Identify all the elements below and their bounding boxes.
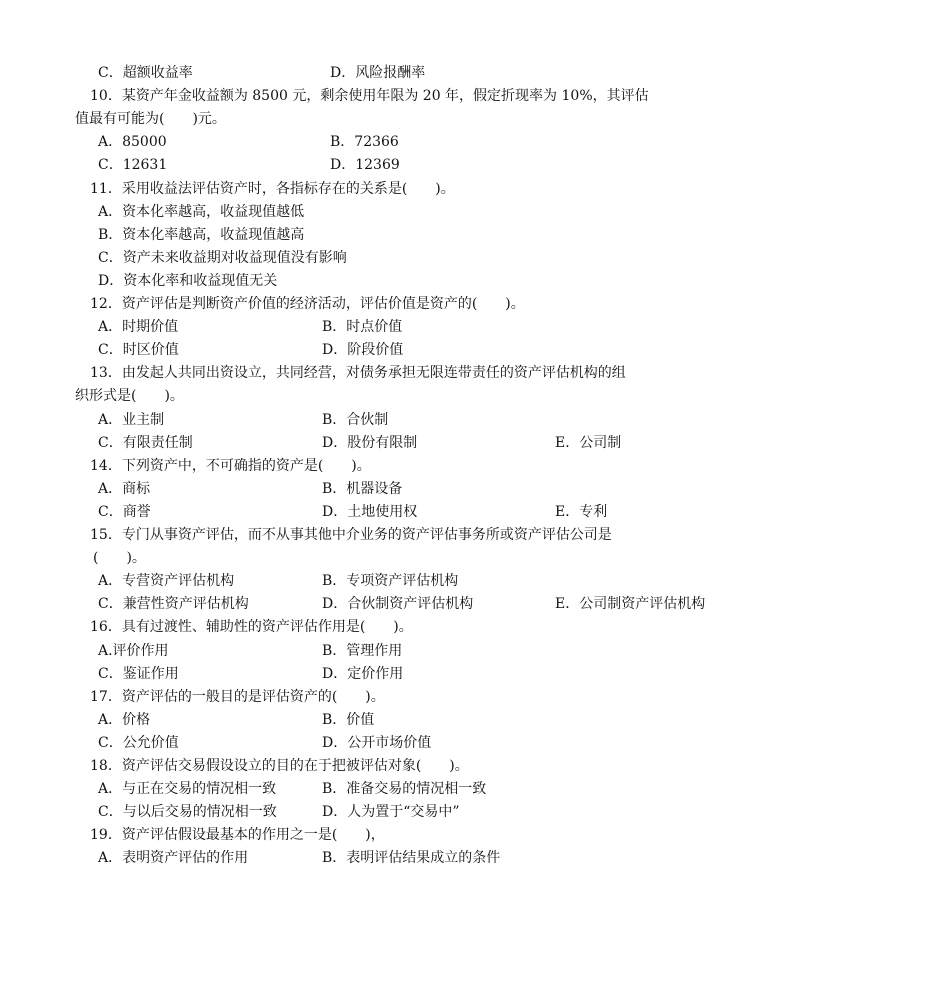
answer-option: D．合伙制资产评估机构 [322,596,474,612]
question-text: 17．资产评估的一般目的是评估资产的( )。 [90,689,385,705]
question-text-continued: ( )。 [93,550,146,566]
question-text: 14．下列资产中，不可确指的资产是( )。 [90,458,371,474]
answer-option: B．表明评估结果成立的条件 [322,850,501,866]
question-text: 11．采用收益法评估资产时，各指标存在的关系是( )。 [90,181,455,197]
answer-option: D．股份有限制 [322,435,418,451]
answer-option: C．超额收益率 [98,65,193,81]
answer-option: E．专利 [555,504,608,520]
answer-option: C．有限责任制 [98,435,193,451]
answer-option: D．12369 [330,157,400,173]
answer-option: D．公开市场价值 [322,735,432,751]
answer-option: D．定价作用 [322,666,404,682]
answer-option: C．与以后交易的情况相一致 [98,804,277,820]
answer-option: A．业主制 [98,412,165,428]
answer-option: A．时期价值 [98,319,179,335]
answer-option: B．72366 [330,134,399,150]
answer-option: C．公允价值 [98,735,179,751]
answer-option: A．专营资产评估机构 [98,573,235,589]
question-text-continued: 织形式是( )。 [75,388,184,404]
answer-option: B．合伙制 [322,412,389,428]
answer-option: B．准备交易的情况相一致 [322,781,487,797]
question-text: 15．专门从事资产评估，而不从事其他中介业务的资产评估事务所或资产评估公司是 [90,527,612,543]
question-text-continued: 值最有可能为( )元。 [75,111,226,127]
answer-option: E．公司制资产评估机构 [555,596,706,612]
answer-option: A．与正在交易的情况相一致 [98,781,277,797]
question-text: 16．具有过渡性、辅助性的资产评估作用是( )。 [90,619,413,635]
question-text: 18．资产评估交易假设设立的目的在于把被评估对象( )。 [90,758,469,774]
answer-option: C．兼营性资产评估机构 [98,596,249,612]
question-text: 19．资产评估假设最基本的作用之一是( )， [90,827,385,843]
answer-option: C．商誉 [98,504,151,520]
answer-option: B．机器设备 [322,481,403,497]
question-text: 10．某资产年金收益额为 8500 元，剩余使用年限为 20 年，假定折现率为 10%，其评估 [90,88,649,104]
answer-option: B．资本化率越高，收益现值越高 [98,227,305,243]
answer-option: C．12631 [98,157,168,173]
answer-option: D．人为置于“交易中” [322,804,460,820]
answer-option: D．土地使用权 [322,504,418,520]
answer-option: C．时区价值 [98,342,179,358]
answer-option: D．资本化率和收益现值无关 [98,273,278,289]
answer-option: A．价格 [98,712,151,728]
answer-option: A．表明资产评估的作用 [98,850,249,866]
answer-option: D．阶段价值 [322,342,404,358]
answer-option: C．资产未来收益期对收益现值没有影响 [98,250,347,266]
answer-option: B．时点价值 [322,319,403,335]
question-text: 12．资产评估是判断资产价值的经济活动，评估价值是资产的( )。 [90,296,525,312]
answer-option: C．鉴证作用 [98,666,179,682]
answer-option: E．公司制 [555,435,622,451]
question-text: 13．由发起人共同出资设立，共同经营，对债务承担无限连带责任的资产评估机构的组 [90,365,626,381]
answer-option: B．管理作用 [322,643,403,659]
answer-option: A．商标 [98,481,151,497]
answer-option: A．85000 [98,134,167,150]
answer-option: B．价值 [322,712,375,728]
answer-option: D．风险报酬率 [330,65,426,81]
answer-option: B．专项资产评估机构 [322,573,459,589]
answer-option: A.评价作用 [98,643,169,659]
answer-option: A．资本化率越高，收益现值越低 [98,204,305,220]
